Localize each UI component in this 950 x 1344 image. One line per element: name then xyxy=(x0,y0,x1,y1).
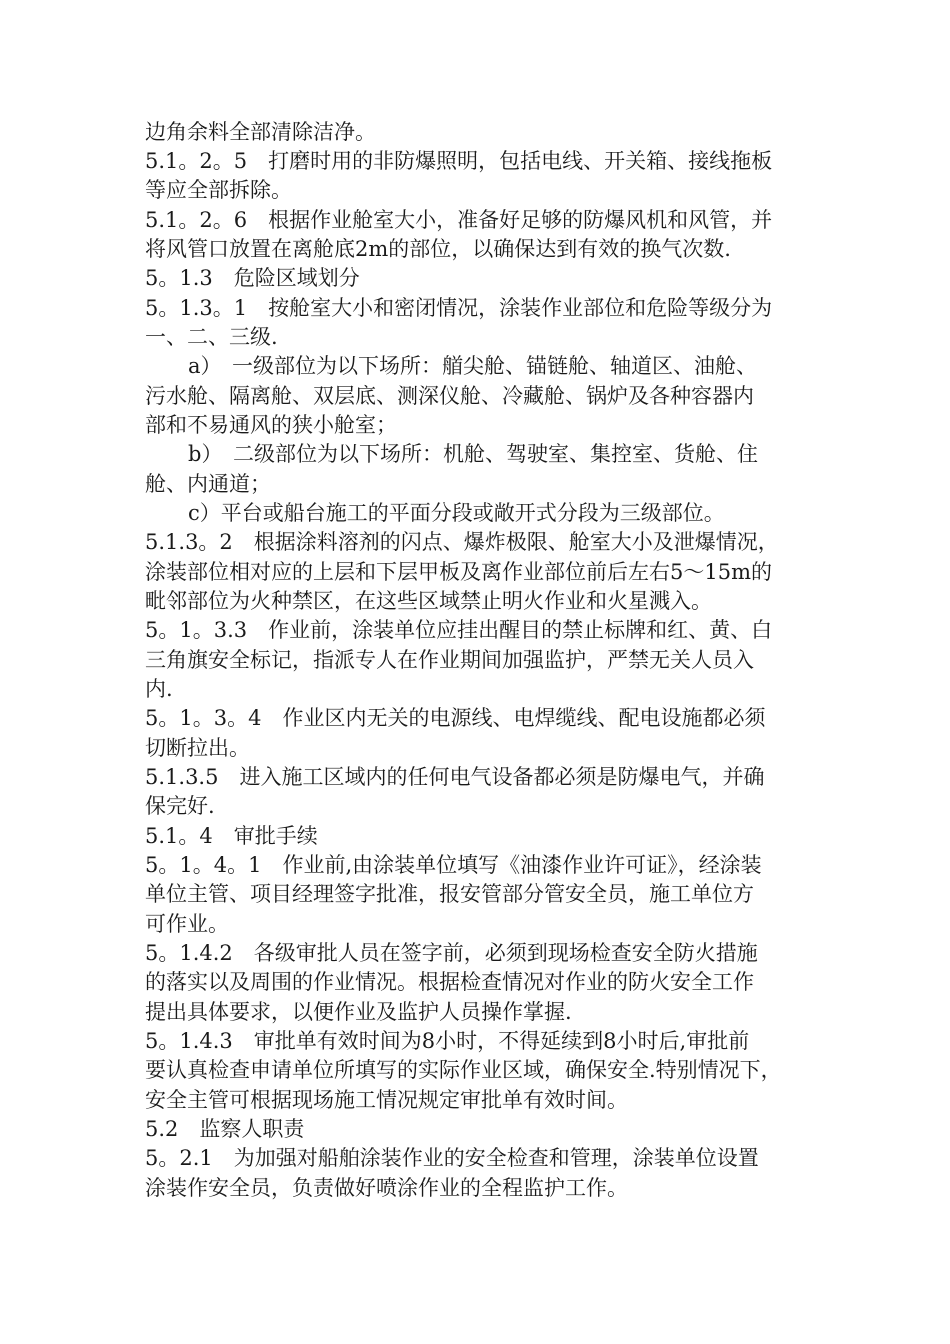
text-line: 5。1。3。4 作业区内无关的电源线、电焊缆线、配电设施都必须 xyxy=(145,706,766,730)
text-line: 可作业。 xyxy=(145,912,229,936)
text-line: 5。2.1 为加强对船舶涂装作业的安全检查和管理，涂装单位设置 xyxy=(145,1146,759,1170)
text-line: 5。1.3。1 按舱室大小和密闭情况，涂装作业部位和危险等级分为 xyxy=(145,296,773,320)
text-line: 毗邻部位为火种禁区，在这些区域禁止明火作业和火星溅入。 xyxy=(145,589,712,613)
section-heading: 5.2 监察人职责 xyxy=(145,1117,305,1141)
text-line: 将风管口放置在离舱底2m的部位，以确保达到有效的换气次数. xyxy=(145,237,731,261)
text-line: 的落实以及周围的作业情况。根据检查情况对作业的防火安全工作 xyxy=(145,970,754,994)
text-line: 5。1。3.3 作业前，涂装单位应挂出醒目的禁止标牌和红、黄、白 xyxy=(145,618,773,642)
text-line: 5.1.3.5 进入施工区域内的任何电气设备都必须是防爆电气，并确 xyxy=(145,765,765,789)
text-line: 要认真检查申请单位所填写的实际作业区域，确保安全.特别情况下， xyxy=(145,1058,782,1082)
text-line: 舱、内通道； xyxy=(145,472,271,496)
text-line: 5.1。2。5 打磨时用的非防爆照明，包括电线、开关箱、接线拖板 xyxy=(145,149,773,173)
text-line: 边角余料全部清除洁净。 xyxy=(145,120,376,144)
list-item-a: a） 一级部位为以下场所：艏尖舱、锚链舱、轴道区、油舱、 xyxy=(188,354,758,378)
section-heading: 5.1。4 审批手续 xyxy=(145,824,318,848)
text-line: 5.1。2。6 根据作业舱室大小，准备好足够的防爆风机和风管，并 xyxy=(145,208,773,232)
text-line: 5。1.4.2 各级审批人员在签字前，必须到现场检查安全防火措施 xyxy=(145,941,758,965)
text-line: 涂装作安全员，负责做好喷涂作业的全程监护工作。 xyxy=(145,1176,628,1200)
text-line: 5.1.3。2 根据涂料溶剂的闪点、爆炸极限、舱室大小及泄爆情况， xyxy=(145,530,779,554)
text-line: 单位主管、项目经理签字批准，报安管部分管安全员，施工单位方 xyxy=(145,882,754,906)
text-line: 内. xyxy=(145,677,173,701)
text-line: 切断拉出。 xyxy=(145,736,250,760)
text-line: 5。1.4.3 审批单有效时间为8小时，不得延续到8小时后,审批前 xyxy=(145,1029,750,1053)
text-line: 保完好. xyxy=(145,794,215,818)
text-line: 污水舱、隔离舱、双层底、测深仪舱、冷藏舱、锅炉及各种容器内 xyxy=(145,384,754,408)
text-line: 一、二、三级. xyxy=(145,325,278,349)
text-line: 5。1。4。1 作业前,由涂装单位填写《油漆作业许可证》，经涂装 xyxy=(145,853,762,877)
text-line: 部和不易通风的狭小舱室； xyxy=(145,413,397,437)
text-line: 涂装部位相对应的上层和下层甲板及离作业部位前后左右5～15m的 xyxy=(145,560,772,584)
list-item-b: b） 二级部位为以下场所：机舱、驾驶室、集控室、货舱、住 xyxy=(188,442,758,466)
text-line: 等应全部拆除。 xyxy=(145,178,292,202)
text-line: 提出具体要求，以便作业及监护人员操作掌握. xyxy=(145,1000,572,1024)
list-item-c: c）平台或船台施工的平面分段或敞开式分段为三级部位。 xyxy=(188,501,725,525)
text-line: 安全主管可根据现场施工情况规定审批单有效时间。 xyxy=(145,1088,628,1112)
section-heading: 5。1.3 危险区域划分 xyxy=(145,266,360,290)
text-line: 三角旗安全标记，指派专人在作业期间加强监护，严禁无关人员入 xyxy=(145,648,754,672)
